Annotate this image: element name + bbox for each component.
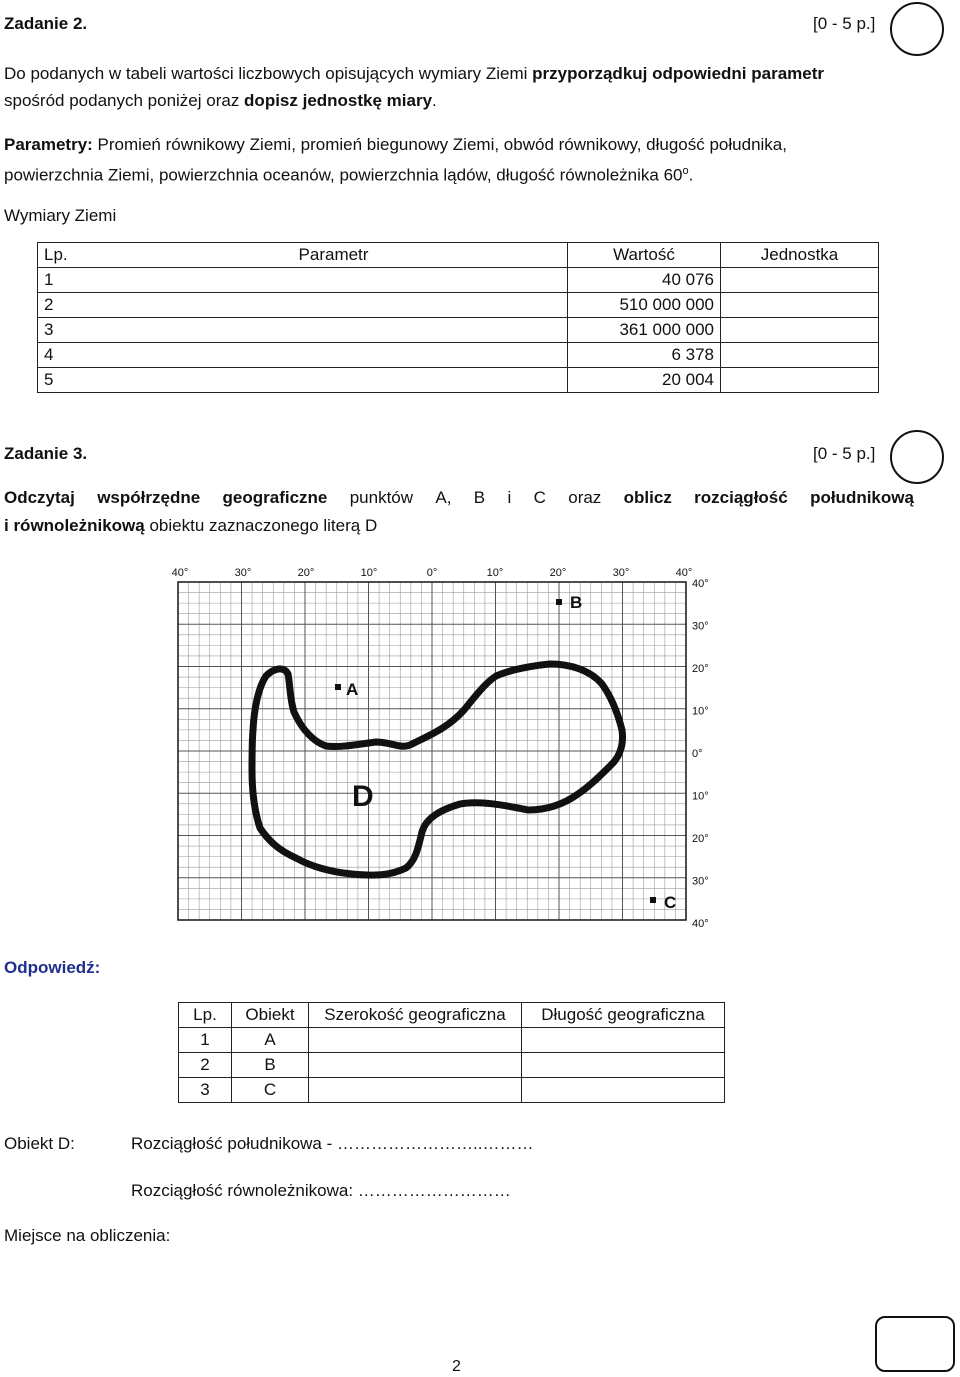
meridional-extent[interactable]: Rozciągłość południkowa - ……………………..……… [131, 1134, 534, 1153]
page-number: 2 [452, 1358, 461, 1375]
latitude-tick-label: 10° [692, 705, 709, 718]
parallel-extent[interactable]: Rozciągłość równoleżnikowa: ……………………… [131, 1181, 511, 1200]
jednostka-cell[interactable] [721, 368, 879, 393]
jednostka-cell[interactable] [721, 343, 879, 368]
answer-row: 2 B [179, 1053, 725, 1078]
point-c-marker [650, 897, 656, 903]
table-row: 2 510 000 000 [38, 293, 879, 318]
jednostka-cell[interactable] [721, 268, 879, 293]
table-row: 4 6 378 [38, 343, 879, 368]
answer-row: 1 A [179, 1028, 725, 1053]
task2-parameters: Parametry: Promień równikowy Ziemi, promień biegunowy Ziemi, obwód równikowy, długość południka, powierzchnia Ziemi, powierzchnia oceanów, powierzchnia lądów, długość równoleżnika 60$^o$. [4, 135, 787, 185]
task3-score-circle [890, 430, 944, 484]
longitude-tick-label: 40° [171, 567, 189, 579]
longitude-tick-label: 20° [549, 567, 567, 579]
task3-instruction-line2: i równoleżnikową obiektu zaznaczonego literą D [4, 516, 378, 535]
parametr-cell[interactable] [100, 318, 568, 343]
coordinate-grid-map [150, 560, 790, 940]
longitude-tick-label: 20° [297, 567, 315, 579]
latitude-cell[interactable] [309, 1053, 522, 1078]
jednostka-cell[interactable] [721, 318, 879, 343]
longitude-tick-label: 0° [426, 567, 438, 579]
right-latitude-labels [692, 578, 709, 930]
longitude-cell[interactable] [522, 1028, 725, 1053]
table-row: 3 361 000 000 [38, 318, 879, 343]
longitude-cell[interactable] [522, 1078, 725, 1103]
task2-score-circle [890, 2, 944, 56]
header-parametr: Parametr [100, 243, 568, 268]
latitude-tick-label: 30° [692, 620, 709, 633]
latitude-tick-label: 10° [692, 790, 709, 803]
point-a-label: A [346, 680, 359, 699]
parametr-cell[interactable] [100, 343, 568, 368]
object-d-title: Obiekt D: [4, 1134, 75, 1153]
page-score-box [875, 1316, 955, 1372]
header-wartosc: Wartość [568, 243, 721, 268]
task3-points: [0 - 5 p.] [813, 444, 876, 463]
longitude-tick-label: 30° [234, 567, 252, 579]
latitude-cell[interactable] [309, 1028, 522, 1053]
answer-table [178, 1002, 725, 1103]
parametr-cell[interactable] [100, 293, 568, 318]
task2-title: Zadanie 2. [4, 14, 88, 33]
latitude-tick-label: 0° [692, 748, 703, 760]
longitude-tick-label: 10° [486, 567, 504, 579]
point-c-label: C [664, 893, 677, 912]
task3-title: Zadanie 3. [4, 444, 88, 463]
header-lp: Lp. [38, 243, 101, 268]
jednostka-cell[interactable] [721, 293, 879, 318]
object-d-outline [252, 664, 623, 875]
map-svg [150, 560, 790, 940]
parametr-cell[interactable] [100, 368, 568, 393]
point-a-marker [335, 684, 341, 690]
latitude-tick-label: 30° [692, 875, 709, 888]
answer-row: 3 C [179, 1078, 725, 1103]
parametr-cell[interactable] [100, 268, 568, 293]
table-row: 1 40 076 [38, 268, 879, 293]
longitude-tick-label: 40° [675, 567, 693, 579]
point-b-marker [556, 599, 562, 605]
task2-intro: Do podanych w tabeli wartości liczbowych opisujących wymiary Ziemi przyporządkuj odpowiedni parametr spośród podanych poniżej oraz dopisz jednostkę miary. [4, 64, 825, 110]
longitude-cell[interactable] [522, 1053, 725, 1078]
table-header-row [38, 243, 879, 268]
answer-label: Odpowiedź: [4, 958, 101, 977]
header-jednostka: Jednostka [721, 243, 879, 268]
object-d-label: D [352, 780, 374, 813]
longitude-tick-label: 30° [612, 567, 630, 579]
latitude-tick-label: 40° [692, 578, 709, 590]
table-row: 5 20 004 [38, 368, 879, 393]
task3-instruction-line1: Odczytaj współrzędne geograficzne punktów A, B i C oraz oblicz rozciągłość południkową [4, 488, 914, 507]
table-title: Wymiary Ziemi [4, 206, 117, 225]
task2-points: [0 - 5 p.] [813, 14, 876, 33]
latitude-tick-label: 20° [692, 833, 709, 845]
answer-header-row: Lp. Obiekt Szerokość geograficzna Długość geograficzna [179, 1003, 725, 1028]
point-b-label: B [570, 593, 583, 612]
latitude-cell[interactable] [309, 1078, 522, 1103]
latitude-tick-label: 20° [692, 663, 709, 675]
calculation-space-label: Miejsce na obliczenia: [4, 1226, 171, 1245]
top-longitude-labels [172, 567, 693, 579]
longitude-tick-label: 10° [360, 567, 378, 579]
latitude-tick-label: 40° [692, 918, 709, 930]
earth-dimensions-table [37, 242, 879, 393]
